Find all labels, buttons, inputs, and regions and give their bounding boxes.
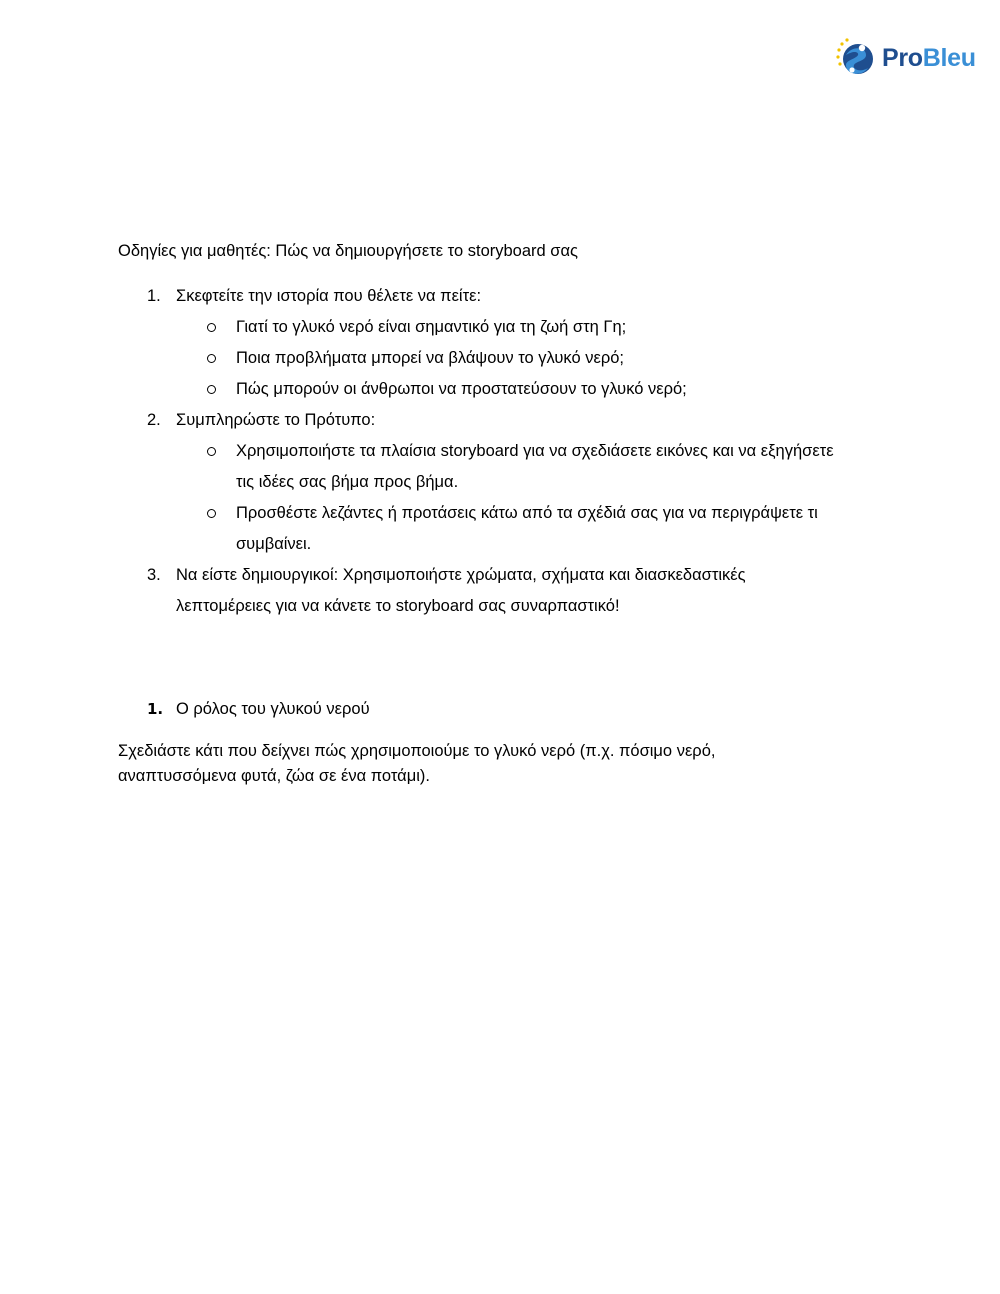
section-description: Σχεδιάστε κάτι που δείχνει πώς χρησιμοποιούμε το γλυκό νερό (π.χ. πόσιμο νερό, αναπτυσσόμενα φυτά, ζώα σε ένα ποτάμι). [118,742,716,785]
hollow-bullet-icon [207,509,216,518]
sub-item-text: Ποια προβλήματα μπορεί να βλάψουν το γλυκό νερό; [236,349,624,367]
logo-bleu-text: Bleu [922,43,976,72]
section-number: 1. [147,700,164,718]
instructions-title: Οδηγίες για μαθητές: Πώς να δημιουργήσετε το storyboard σας [118,242,578,260]
sub-item [176,498,896,560]
sub-item [176,436,836,498]
instructions-steps-list [118,281,888,622]
logo-pro-text: Pro [882,43,923,72]
sub-item-text: Χρησιμοποιήστε τα πλαίσια storyboard για να σχεδιάσετε εικόνες και να εξηγήσετε τις ιδέες σας βήμα προς βήμα. [236,442,834,491]
sub-item-text: Πώς μπορούν οι άνθρωποι να προστατεύσουν το γλυκό νερό; [236,380,687,398]
sub-item [176,312,888,343]
sub-item [176,343,888,374]
sub-item-text: Γιατί το γλυκό νερό είναι σημαντικό για τη ζωή στη Γη; [236,318,627,336]
section-heading [118,694,888,725]
step-number: 3. [147,566,161,584]
probleu-emblem-icon [832,35,878,81]
probleu-logo [832,34,982,82]
step-item [118,560,816,622]
step-item [118,281,888,405]
step-number: 1. [147,287,161,305]
hollow-bullet-icon [207,354,216,363]
hollow-bullet-icon [207,323,216,332]
section-title: Ο ρόλος του γλυκού νερού [176,700,370,718]
document-body [118,236,888,789]
step-number: 2. [147,411,161,429]
logo-wordmark [882,44,976,73]
sub-item-text: Προσθέστε λεζάντες ή προτάσεις κάτω από τα σχέδιά σας για να περιγράψετε τι συμβαίνει. [236,504,818,553]
step-text: Σκεφτείτε την ιστορία που θέλετε να πείτε: [176,287,482,305]
step-text: Συμπληρώστε το Πρότυπο: [176,411,376,429]
step-text: Να είστε δημιουργικοί: Χρησιμοποιήστε χρώματα, σχήματα και διασκεδαστικές λεπτομέρειες για να κάνετε το storyboard σας συναρπαστικό! [176,566,746,615]
step-sublist [176,436,888,560]
step-item [118,405,888,560]
step-sublist [176,312,888,405]
sub-item [176,374,888,405]
hollow-bullet-icon [207,447,216,456]
hollow-bullet-icon [207,385,216,394]
